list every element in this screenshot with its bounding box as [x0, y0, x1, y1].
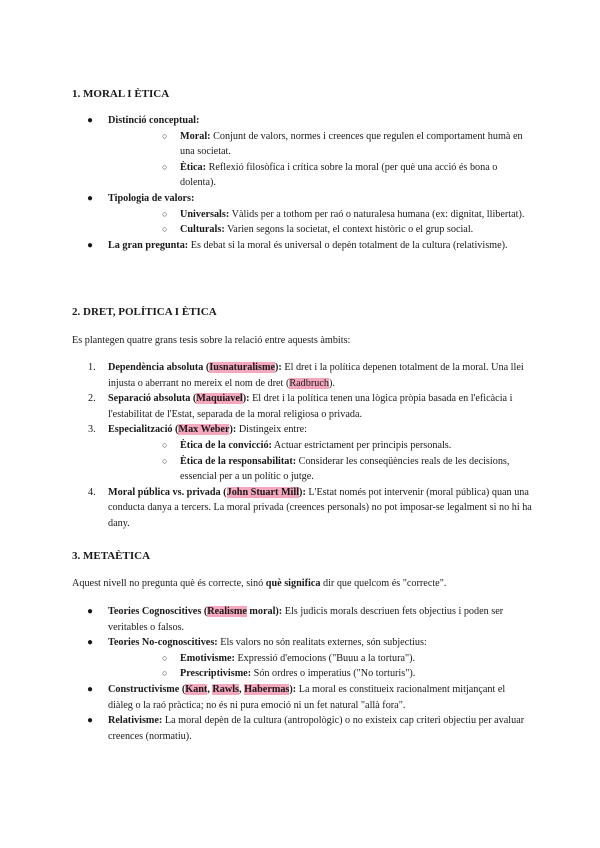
bullet-icon: ●	[87, 606, 94, 617]
list-item: ● Tipologia de valors: ○ Universals: Vàlids per a tothom per raó o naturalesa humana (ex: dignitat, llibertat). ○ Culturals: Varien segons la societat, el context històric o el grup social.	[72, 191, 532, 238]
highlight: Iusnaturalisme	[209, 362, 275, 373]
highlight: Maquiavel	[196, 393, 243, 405]
sub-list	[108, 651, 532, 682]
list-item: ● Teories No-cognoscitives: Els valors no són realitats externes, són subjectius: ○ Emotivisme: Expressió d'emocions ("Buuu a la tortura"). ○ Prescriptivisme: Són ordres o imperatius ("No torturis").	[72, 635, 532, 682]
section-3-intro: Aquest nivell no pregunta què és correcte, sinó què significa dir que quelcom és "correcte".	[72, 578, 447, 589]
circle-bullet-icon: ○	[162, 652, 168, 663]
highlight: John Stuart Mill	[226, 486, 300, 498]
list-item: ● Distinció conceptual: ○ Moral: Conjunt de valors, normes i creences que regulen el comportament humà en una societat. ○ Ètica: Reflexió filosòfica i crítica sobre la moral (per què una acció és bona o dolenta).	[72, 113, 532, 191]
highlight: Radbruch	[289, 377, 329, 389]
circle-bullet-icon: ○	[162, 455, 168, 466]
highlight: Kant	[185, 683, 208, 695]
section-2-intro: Es plantegen quatre grans tesis sobre la relació entre aquests àmbits:	[72, 335, 351, 346]
bullet-icon: ●	[87, 715, 94, 727]
numbered-item: 1. Dependència absoluta (Iusnaturalisme): El dret i la política depenen totalment de la moral. Una llei injusta o aberrant no mereix el nom de dret (Radbruch).	[88, 362, 524, 389]
section-2-title: 2. DRET, POLÍTICA I ÈTICA	[72, 306, 217, 318]
list-item: ● Teories Cognoscitives (Realisme moral): Els judicis morals descriuen fets objectius i poden ser veritables o falsos.	[87, 606, 504, 633]
highlight: Max Weber	[178, 424, 230, 436]
numbered-item: 2. Separació absoluta (Maquiavel): El dret i la política tenen una lògica pròpia basada en l'eficàcia i l'estabilitat de l'Estat, separada de la moral religiosa o privada.	[88, 393, 513, 420]
sub-list-item: ○ Ètica de la convicció: Actuar estrictament per principis personals.	[108, 438, 532, 454]
sub-list	[108, 438, 532, 485]
highlight: Habermas	[244, 683, 290, 695]
bullet-icon: ●	[87, 637, 94, 649]
circle-bullet-icon: ○	[162, 130, 168, 141]
circle-bullet-icon: ○	[162, 439, 168, 450]
bullet-icon: ●	[87, 239, 94, 251]
sub-list-item: ○ Moral: Conjunt de valors, normes i creences que regulen el comportament humà en una societat.	[162, 130, 523, 158]
bullet-icon: ●	[87, 192, 94, 204]
highlight: Realisme	[207, 606, 247, 617]
sub-list-item: ○ Ètica de la responsabilitat: Considerar les conseqüències reals de les decisions, essencial per a un polític o jutge.	[162, 455, 510, 483]
sub-list-item: ○ Emotivisme: Expressió d'emocions ("Buuu a la tortura").	[108, 651, 532, 667]
numbered-item: 4. Moral pública vs. privada (John Stuart Mill): L'Estat només pot intervenir (moral pública) quan una conducta danya a tercers. La moral privada (creences personals) no pot imposar-se legalment si no hi ha dany.	[88, 486, 532, 529]
section-3-list	[72, 604, 532, 744]
sub-list-item: ○ Prescriptivisme: Són ordres o imperatius ("No torturis").	[108, 666, 532, 682]
bullet-icon: ●	[87, 683, 94, 695]
list-item: ● Constructivisme (Kant, Rawls, Habermas): La moral es constitueix racionalment mitjançant el diàleg o la raó pràctica; no és ni pura emoció ni un fet natural "allà fora".	[87, 683, 506, 711]
bullet-icon: ●	[87, 115, 94, 126]
list-item: ● Relativisme: La moral depèn de la cultura (antropològic) o no existeix cap criteri objectiu per avaluar creences (normatiu).	[87, 715, 525, 742]
sub-list-item: ○ Culturals: Varien segons la societat, el context històric o el grup social.	[108, 222, 532, 238]
circle-bullet-icon: ○	[162, 668, 168, 679]
section-1-list	[72, 113, 532, 253]
sub-list-item: ○ Ètica: Reflexió filosòfica i crítica sobre la moral (per què una acció és bona o dolenta).	[162, 161, 498, 189]
section-2-list	[72, 360, 532, 532]
sub-list	[108, 207, 532, 238]
numbered-item: 3. Especialització (Max Weber): Distingeix entre: ○ Ètica de la convicció: Actuar estrictament per principis personals. ○ Ètica de la responsabilitat: Considerar les conseqüències reals de les decisions, essencial per a un polític o jutge.	[72, 422, 532, 484]
circle-bullet-icon: ○	[162, 161, 168, 172]
circle-bullet-icon: ○	[162, 208, 168, 219]
list-item: ● La gran pregunta: Es debat si la moral és universal o depèn totalment de la cultura (relativisme).	[72, 238, 532, 254]
sub-list-item: ○ Universals: Vàlids per a tothom per raó o naturalesa humana (ex: dignitat, llibertat).	[108, 207, 532, 223]
sub-list	[108, 129, 532, 191]
circle-bullet-icon: ○	[162, 224, 168, 235]
section-1-title: 1. MORAL I ÈTICA	[72, 88, 170, 100]
highlight: Rawls	[212, 683, 240, 695]
section-3-title: 3. METAÈTICA	[72, 550, 151, 562]
